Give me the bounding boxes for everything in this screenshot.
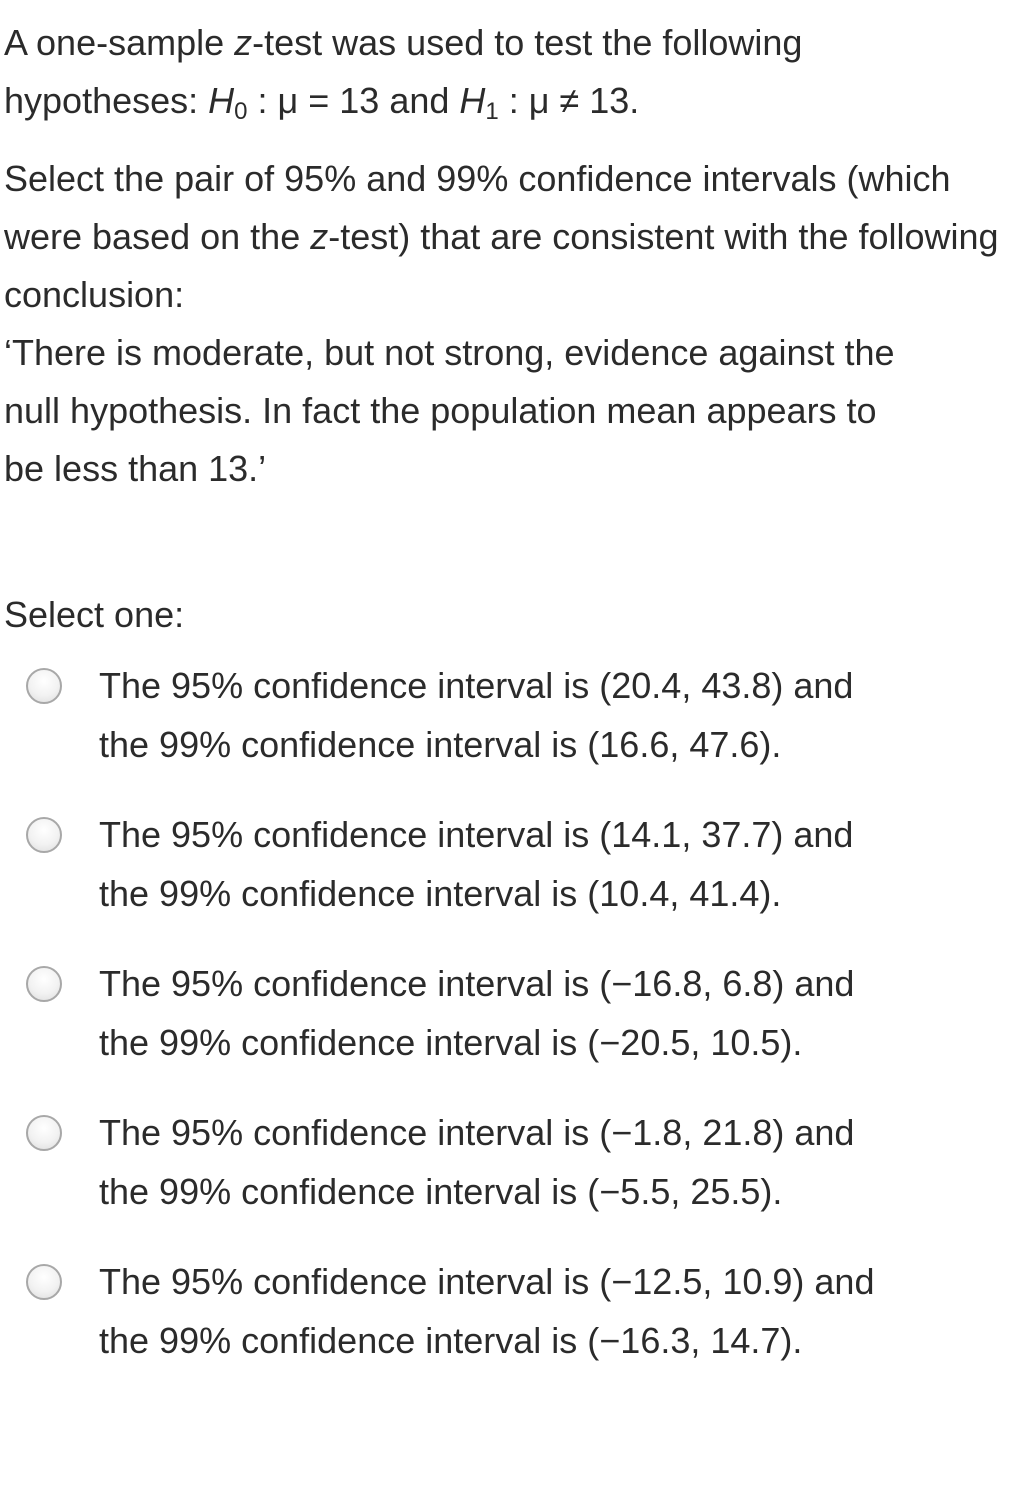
answer-option-label[interactable]: The 95% confidence interval is (−12.5, 10.9) and the 99% confidence interval is (−16.3, 14.7). [99,1261,875,1361]
radio-button[interactable] [26,966,62,1002]
conclusion-quote: ‘There is moderate, but not strong, evidence against the null hypothesis. In fact the population mean appears to be less than 13.’ [4,332,895,489]
answer-option-label[interactable]: The 95% confidence interval is (14.1, 37.7) and the 99% confidence interval is (10.4, 41.4). [99,814,854,914]
h0-variable: H [208,80,235,121]
question-paragraph-1 [4,14,1004,130]
radio-button[interactable] [26,1115,62,1151]
select-one-prompt: Select one: [4,594,185,635]
radio-button[interactable] [26,817,62,853]
answer-option-4[interactable] [26,1103,1016,1252]
h1-subscript: 1 [485,98,499,125]
h0-expression: : μ = 13 and [247,80,460,121]
question-text [4,14,1004,498]
z-variable: z [310,216,329,257]
radio-button[interactable] [26,1264,62,1300]
answer-option-2[interactable] [26,805,1016,954]
question-line-2: hypotheses: $H_0$ : μ = 13 and $H_1$ : μ ≠ 13. [4,80,640,125]
answer-option-label[interactable]: The 95% confidence interval is (−16.8, 6.8) and the 99% confidence interval is (−20.5, 10.5). [99,963,855,1063]
question-paragraph-2: Select the pair of 95% and 99% confidence intervals (which were based on the z-test) that are consistent with the following conclusion: [4,158,999,315]
h1-expression: : μ ≠ 13. [498,80,640,121]
z-variable: z [234,22,253,63]
answer-option-label[interactable]: The 95% confidence interval is (20.4, 43.8) and the 99% confidence interval is (16.6, 47.6). [99,665,854,765]
answer-option-5[interactable] [26,1252,1016,1401]
h1-variable: H [459,80,486,121]
answer-options [26,656,1016,1401]
answer-option-label[interactable]: The 95% confidence interval is (−1.8, 21.8) and the 99% confidence interval is (−5.5, 25.5). [99,1112,855,1212]
radio-button[interactable] [26,668,62,704]
answer-option-3[interactable] [26,954,1016,1103]
question-line-1: A one-sample z-test was used to test the following [4,22,803,63]
h0-subscript: 0 [234,98,248,125]
answer-option-1[interactable] [26,656,1016,805]
